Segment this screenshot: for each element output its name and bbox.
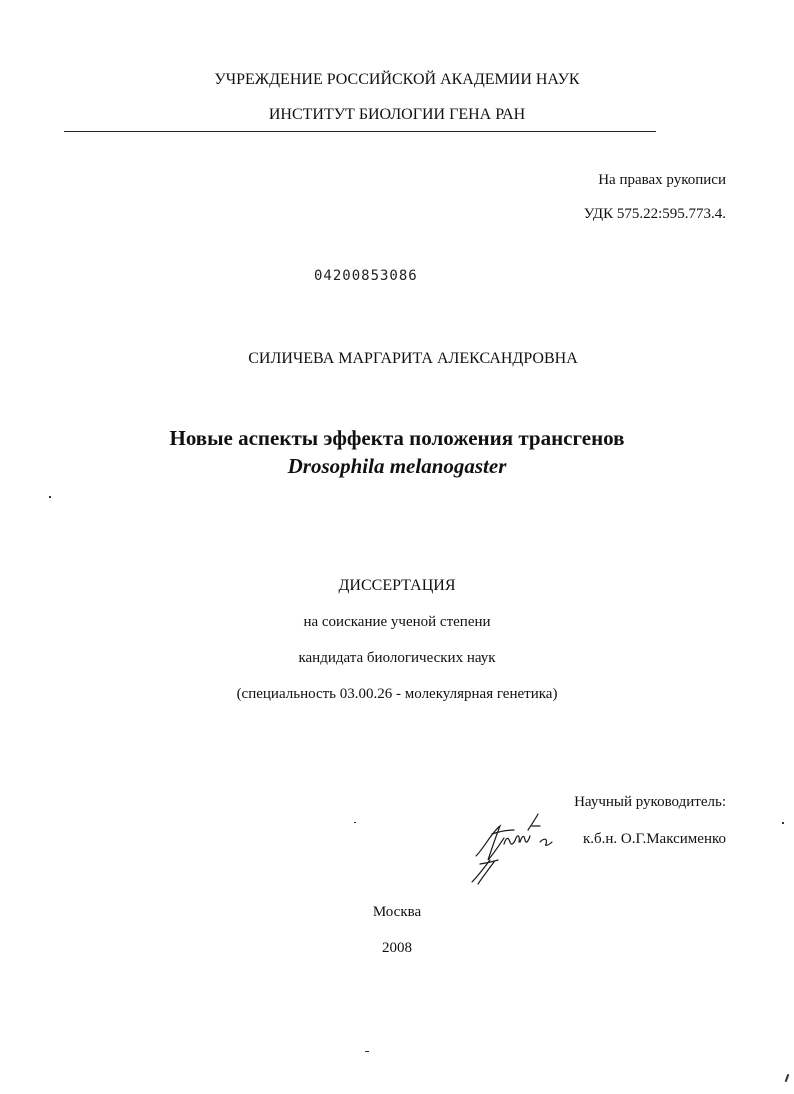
author-name: СИЛИЧЕВА МАРГАРИТА АЛЕКСАНДРОВНА [248,350,578,367]
signature-image [462,808,562,888]
stamp-number: 04200853086 [314,268,418,284]
degree-purpose: на соискание ученой степени [303,614,491,630]
scan-speck [365,1051,369,1052]
scan-speck [354,822,356,823]
udc-code: УДК 575.22:595.773.4. [583,206,726,222]
supervisor-label: Научный руководитель: [574,794,726,810]
degree-name: кандидата биологических наук [298,650,496,666]
year: 2008 [382,940,412,956]
specialty: (специальность 03.00.26 - молекулярная генетика) [236,686,558,702]
dissertation-title: Новые аспекты эффекта положения трансгенов [169,426,625,450]
manuscript-rights-note: На правах рукописи [598,172,726,188]
scan-speck [49,496,51,498]
institute-name: ИНСТИТУТ БИОЛОГИИ ГЕНА РАН [268,106,526,123]
dissertation-title-species: Drosophila melanogaster [287,454,507,478]
scan-speck [785,1074,790,1082]
city: Москва [372,904,422,920]
document-type: ДИССЕРТАЦИЯ [338,577,456,594]
scan-speck [782,822,784,824]
supervisor-name: к.б.н. О.Г.Максименко [582,831,726,847]
institution-name: УЧРЕЖДЕНИЕ РОССИЙСКОЙ АКАДЕМИИ НАУК [214,71,580,88]
header-divider [64,131,656,132]
